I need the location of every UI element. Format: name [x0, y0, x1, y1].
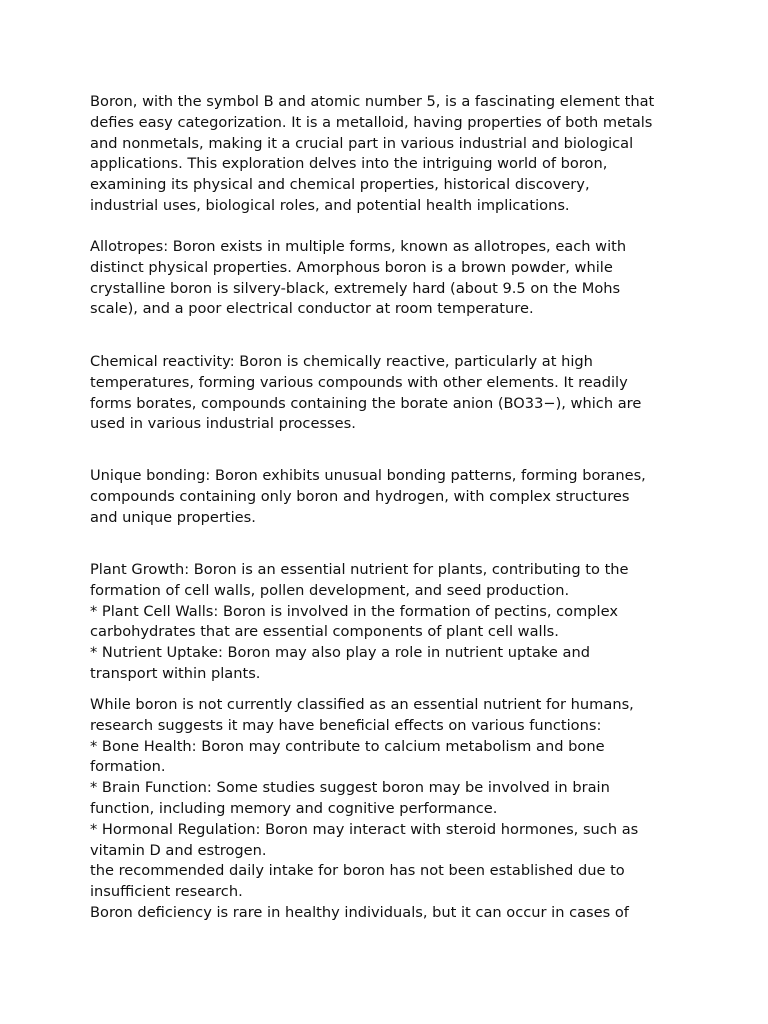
- text-line: industrial uses, biological roles, and potential health implications.: [90, 196, 570, 214]
- text-line: formation of cell walls, pollen development, and seed production.: [90, 581, 570, 599]
- paragraph-chemical-reactivity: [90, 352, 690, 435]
- paragraph-allotropes: [90, 237, 690, 320]
- text-line: insufficient research.: [90, 883, 243, 901]
- text-line: used in various industrial processes.: [90, 415, 356, 433]
- text-line: vitamin D and estrogen.: [90, 841, 267, 859]
- text-line: Boron, with the symbol B and atomic number 5, is a fascinating element that: [90, 93, 655, 110]
- text-line: Boron deficiency is rare in healthy individuals, but it can occur in cases of: [90, 903, 629, 921]
- text-line: transport within plants.: [90, 664, 261, 682]
- text-line: * Plant Cell Walls: Boron is involved in the formation of pectins, complex: [90, 602, 618, 620]
- text-line: and unique properties.: [90, 508, 256, 526]
- text-line: * Brain Function: Some studies suggest boron may be involved in brain: [90, 779, 610, 797]
- text-line: compounds containing only boron and hydrogen, with complex structures: [90, 487, 630, 505]
- text-line: Unique bonding: Boron exhibits unusual bonding patterns, forming boranes,: [90, 467, 646, 484]
- text-line: Chemical reactivity: Boron is chemically reactive, particularly at high: [90, 353, 593, 370]
- paragraph-human-health: [90, 695, 690, 924]
- text-line: distinct physical properties. Amorphous boron is a brown powder, while: [90, 258, 613, 276]
- text-line: Plant Growth: Boron is an essential nutrient for plants, contributing to the: [90, 561, 629, 578]
- text-line: and nonmetals, making it a crucial part in various industrial and biological: [90, 134, 634, 152]
- text-line: the recommended daily intake for boron has not been established due to: [90, 862, 625, 880]
- text-line: Allotropes: Boron exists in multiple forms, known as allotropes, each with: [90, 238, 627, 255]
- text-line: crystalline boron is silvery-black, extremely hard (about 9.5 on the Mohs: [90, 279, 621, 297]
- text-line: defies easy categorization. It is a metalloid, having properties of both metals: [90, 113, 653, 131]
- text-line: function, including memory and cognitive performance.: [90, 799, 498, 817]
- text-line: research suggests it may have beneficial effects on various functions:: [90, 716, 602, 734]
- text-line: forms borates, compounds containing the borate anion (BO33−), which are: [90, 394, 642, 412]
- text-line: scale), and a poor electrical conductor at room temperature.: [90, 300, 534, 318]
- text-line: * Hormonal Regulation: Boron may interact with steroid hormones, such as: [90, 820, 639, 838]
- text-line: applications. This exploration delves into the intriguing world of boron,: [90, 155, 608, 173]
- paragraph-plant-growth: [90, 560, 690, 685]
- text-line: formation.: [90, 758, 166, 776]
- text-line: * Nutrient Uptake: Boron may also play a role in nutrient uptake and: [90, 644, 590, 662]
- text-line: temperatures, forming various compounds with other elements. It readily: [90, 373, 628, 391]
- paragraph-unique-bonding: [90, 466, 690, 528]
- text-line: examining its physical and chemical properties, historical discovery,: [90, 176, 590, 194]
- text-line: carbohydrates that are essential components of plant cell walls.: [90, 623, 559, 641]
- text-line: * Bone Health: Boron may contribute to calcium metabolism and bone: [90, 737, 605, 755]
- paragraph-introduction: [90, 92, 690, 217]
- text-line: While boron is not currently classified as an essential nutrient for humans,: [90, 696, 634, 713]
